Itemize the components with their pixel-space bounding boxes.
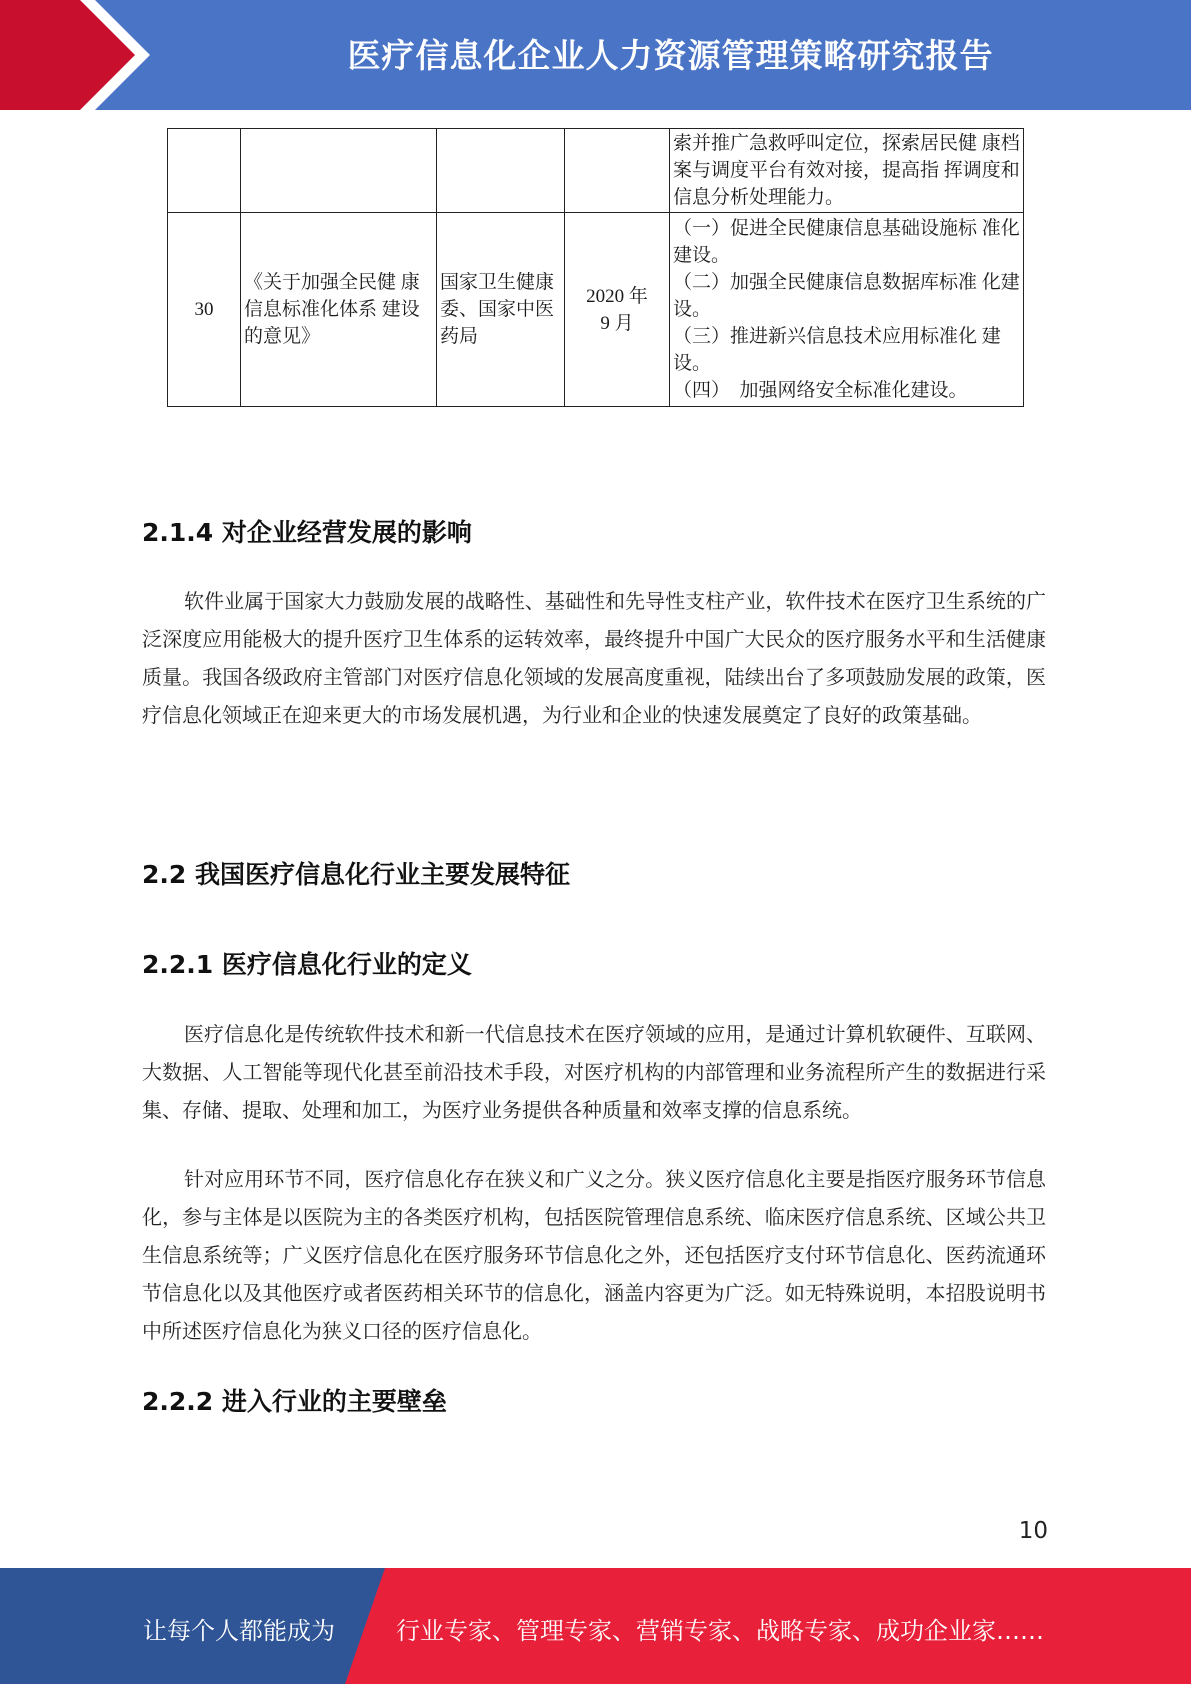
date-month: 9 月 [600, 312, 634, 334]
section-heading-2-2: 2.2 我国医疗信息化行业主要发展特征 [142, 860, 570, 889]
footer-slogan-left: 让每个人都能成为 [143, 1617, 335, 1645]
table-row [168, 129, 1024, 213]
page-header [0, 0, 1191, 110]
table-row [168, 213, 1024, 407]
content-line: （一）促进全民健康信息基础设施标 准化建设。 [673, 218, 1020, 266]
date-year: 2020 年 [586, 285, 648, 307]
cell-policy-name: 《关于加强全民健 康信息标准化体系 建设的意见》 [241, 213, 437, 407]
policy-table [167, 128, 1024, 407]
paragraph: 软件业属于国家大力鼓励发展的战略性、基础性和先导性支柱产业，软件技术在医疗卫生系统的广泛深度应用能极大的提升医疗卫生体系的运转效率，最终提升中国广大民众的医疗服务水平和生活健康质量。我国各级政府主管部门对医疗信息化领域的发展高度重视，陆续出台了多项鼓励发展的政策，医疗信息化领域正在迎来更大的市场发展机遇，为行业和企业的快速发展奠定了良好的政策基础。 [142, 591, 1046, 727]
content-line: 索并推广急救呼叫定位，探索居民健 康档案与调度平台有效对接，提高指 挥调度和信息分析处理能力。 [673, 133, 1020, 208]
section-heading-2-2-2: 2.2.2 进入行业的主要壁垒 [142, 1387, 447, 1416]
content-line: （二）加强全民健康信息数据库标准 化建设。 [673, 272, 1020, 320]
cell-department: 国家卫生健康委、国家中医药局 [437, 213, 565, 407]
cell-number [168, 129, 241, 213]
paragraph: 针对应用环节不同，医疗信息化存在狭义和广义之分。狭义医疗信息化主要是指医疗服务环节信息化，参与主体是以医院为主的各类医疗机构，包括医院管理信息系统、临床医疗信息系统、区域公共卫生信息系统等；广义医疗信息化在医疗服务环节信息化之外，还包括医疗支付环节信息化、医药流通环节信息化以及其他医疗或者医药相关环节的信息化，涵盖内容更为广泛。如无特殊说明，本招股说明书中所述医疗信息化为狭义口径的医疗信息化。 [142, 1169, 1046, 1343]
section-heading-2-2-1: 2.2.1 医疗信息化行业的定义 [142, 950, 472, 979]
report-title: 医疗信息化企业人力资源管理策略研究报告 [347, 36, 994, 75]
cell-department [437, 129, 565, 213]
cell-number: 30 [168, 213, 241, 407]
cell-date [565, 213, 670, 407]
page-number: 10 [1018, 1518, 1048, 1544]
page-footer [0, 1568, 1191, 1684]
section-heading-2-1-4: 2.1.4 对企业经营发展的影响 [142, 518, 472, 547]
cell-policy-name [241, 129, 437, 213]
paragraph: 医疗信息化是传统软件技术和新一代信息技术在医疗领域的应用，是通过计算机软硬件、互联网、大数据、人工智能等现代化甚至前沿技术手段，对医疗机构的内部管理和业务流程所产生的数据进行采集、存储、提取、处理和加工，为医疗业务提供各种质量和效率支撑的信息系统。 [142, 1024, 1046, 1122]
content-line: （三）推进新兴信息技术应用标准化 建设。 [673, 326, 1001, 374]
footer-slogan-right: 行业专家、管理专家、营销专家、战略专家、成功企业家…… [396, 1617, 1044, 1645]
content-line: （四） 加强网络安全标准化建设。 [673, 380, 968, 401]
cell-content [670, 213, 1024, 407]
cell-date [565, 129, 670, 213]
cell-content [670, 129, 1024, 213]
